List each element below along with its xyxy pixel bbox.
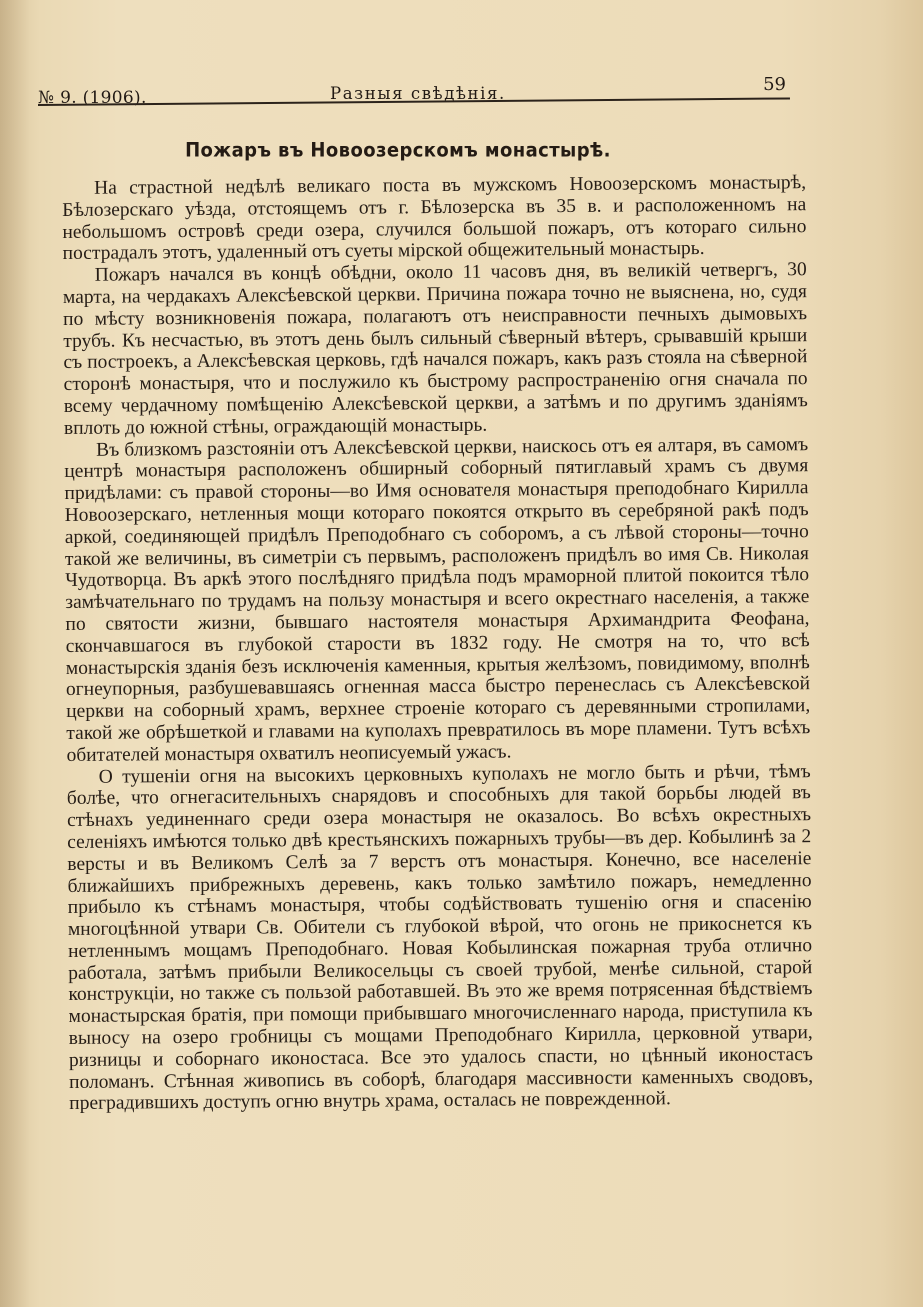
paragraph: Въ близкомъ разстояніи отъ Алексѣевской церкви, наискось отъ ея алтаря, въ самомъ центрѣ монастыря расположенъ обширный соборный пятиглавый храмъ съ двумя придѣлами: съ правой стороны—во Имя основателя монастыря преподобнаго Кирилла Новоозерскаго, нетленныя мощи котораго покоятся открыто въ серебряной ракѣ подъ аркой, соединяющей придѣлъ Преподобнаго съ соборомъ, а съ лѣвой стороны—точно такой же величины, въ симетріи съ первымъ, расположенъ придѣлъ во имя Св. Николая Чудотворца. Въ аркѣ этого послѣдняго придѣла подъ мраморной плитой покоится тѣло замѣчательнаго по трудамъ на пользу монастыря и всего окрестнаго населенія, а также по святости жизни, бывшаго настоятеля монастыря Архимандрита Феофана, скончавшагося въ глубокой старости въ 1832 году. Не смотря на то, что всѣ монастырскія зданія безъ исключенія каменныя, крытыя желѣзомъ, повидимому, вполнѣ огнеупорныя, разбушевавшаясь огненная масса быстро перенеслась съ Алексѣевской церкви на соборный храмъ, верхнее строеніе котораго съ деревянными стропилами, такой же обрѣшеткой и главами на куполахъ превратилось въ море пламени. Тутъ всѣхъ обитателей монастыря охватилъ неописуемый ужасъ. <box>64 433 811 766</box>
section-title: Разныя свѣдѣнія. <box>330 84 506 103</box>
running-header <box>38 74 790 110</box>
page-number: 59 <box>763 74 786 95</box>
page-edge-shadow <box>0 0 30 1307</box>
article-title: Пожаръ въ Новоозерскомъ монастырѣ. <box>185 139 611 162</box>
issue-number: № 9. (1906). <box>38 88 147 108</box>
article-body <box>62 172 814 1218</box>
paragraph: О тушеніи огня на высокихъ церковныхъ куполахъ не могло быть и рѣчи, тѣмъ болѣе, что огнегасительныхъ снарядовъ и способныхъ для такой борьбы людей въ стѣнахъ уединеннаго среди озера монастыря не оказалось. Во всѣхъ окрестныхъ селеніяхъ имѣются только двѣ крестьянскихъ пожарныхъ трубы—въ дер. Кобылинѣ за 2 версты и въ Великомъ Селѣ за 7 верстъ отъ монастыря. Конечно, все населеніе ближайшихъ прибрежныхъ деревень, какъ только замѣтило пожаръ, немедленно прибыло къ стѣнамъ монастыря, чтобы содѣйствовать тушенію огня и спасенію многоцѣнной утвари Св. Обители съ глубокой вѣрой, что огонь не прикоснется къ нетленнымъ мощамъ Преподобнаго. Новая Кобылинская пожарная труба отлично работала, затѣмъ прибыли Великосельцы съ своей трубой, менѣе сильной, старой конструкціи, но также съ пользой работавшей. Въ это же время потрясенная бѣдствіемъ монастырская братія, при помощи прибывшаго многочисленнаго народа, приступила къ выносу на озеро гробницы съ мощами Преподобнаго Кирилла, церковной утвари, ризницы и соборнаго иконостаса. Все это удалось спасти, но цѣнный иконостасъ поломанъ. Стѣнная живопись въ соборѣ, благодаря массивности каменныхъ сводовъ, преградившихъ доступъ огню внутрь храма, осталась не поврежденной. <box>66 760 814 1115</box>
paragraph: На страстной недѣлѣ великаго поста въ мужскомъ Новоозерскомъ монастырѣ, Бѣлозерскаго уѣзда, отстоящемъ отъ г. Бѣлозерска въ 35 в. и расположенномъ на небольшомъ островѣ среди озера, случился большой пожаръ, отъ котораго сильно пострадалъ этотъ, удаленный отъ суеты мірской общежительный монастырь. <box>62 172 807 265</box>
paragraph: Пожаръ начался въ концѣ обѣдни, около 11 часовъ дня, въ великій четвергъ, 30 марта, на чердакахъ Алексѣевской церкви. Причина пожара точно не выяснена, но, судя по мѣсту возникновенія пожара, полагаютъ отъ неисправности печныхъ дымовыхъ трубъ. Къ несчастью, въ этотъ день былъ сильный сѣверный вѣтеръ, срывавшій крыши съ построекъ, а Алексѣевская церковь, гдѣ начался пожаръ, какъ разъ стояла на сѣверной сторонѣ монастыря, что и послужило къ быстрому распространенію огня сначала по всему чердачному помѣщенію Алексѣевской церкви, а затѣмъ и по другимъ зданіямъ вплоть до южной стѣны, ограждающій монастырь. <box>62 259 808 439</box>
